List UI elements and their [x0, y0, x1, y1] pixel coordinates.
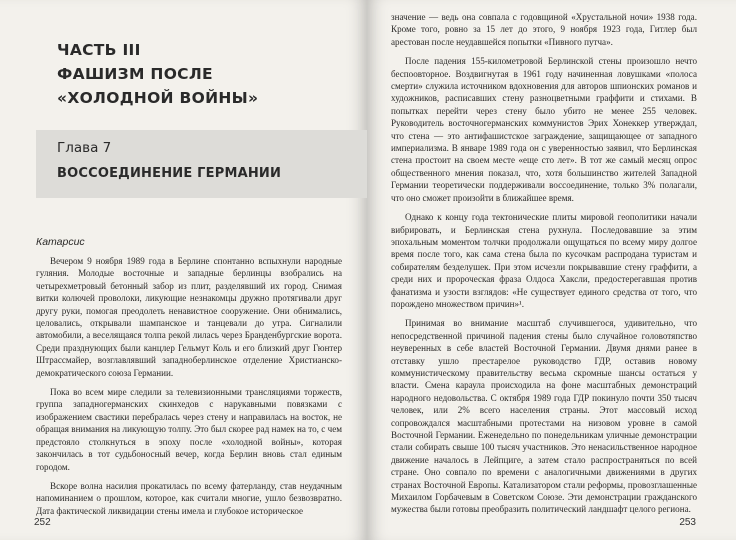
body-paragraph: Пока во всем мире следили за телевизионными трансляциями торжеств, группа западногерманских скинхедов с нарукавными повязками с изображением свастики перебралась через стену и направилась на восток, не обращая внимания на ликующую толпу. Это был скорее рад намек на то, с чем предстояло столкнуться в эпоху после «холодной войны», которая закончилась в тот судьбоносный вечер, когда Берлин вновь стал единым городом. — [36, 387, 342, 472]
body-paragraph: Вечером 9 ноября 1989 года в Берлине спонтанно вспыхнули народные гуляния. Молодые восточные и западные берлинцы взобрались на четырехметровый бетонный забор из плит, разделявший их город. Снимая витки колючей проволоки, ликующие незнакомцы дружно протягивали друг другу руки, помогая преодолеть ненавистное сооружение. Они обнимались, целовались, открывали шампанское и танцевали до утра. Сигналили автомобили, а веселящаяся толпа рекой лилась через Бранденбургские ворота. Среди празднующих были канцлер Гельмут Коль и его близкий друг Гюнтер Штрассмайер, возглавлявший западноберлинское отделение Христианско-демократического союза Германии. — [36, 256, 342, 378]
part-label: ЧАСТЬ III — [57, 41, 141, 59]
chapter-title: ВОССОЕДИНЕНИЕ ГЕРМАНИИ — [57, 166, 282, 181]
right-page — [367, 0, 736, 540]
chapter-heading-box — [36, 130, 367, 198]
page-number-right: 253 — [679, 517, 696, 528]
body-paragraph: После падения 155-километровой Берлинской стены произошло нечто беспоовторное. Воздвигнутая в 1961 году начиненная ловушками «полоса смерти» служила источником вдохновения для авторов шпионских романов и художников, расписавших стену разноцветными граффити и стихами. В попытках перейти через стену было убито не менее 255 человек. Руководитель восточногерманских коммунистов Эрих Хонеккер утверждал, что стена — это антифашистское заграждение, защищающее от западного империализма. В январе 1989 года он с уверенностью заявил, что Берлинская стена простоит на своем месте «еще сто лет». В тот же самый месяц опрос общественного мнения показал, что, хотя большинство жителей Западной Германии теоретически поддерживали воссоединение, только 3% полагали, что оно сможет произойти в ближайшее время. — [391, 56, 697, 203]
body-paragraph: Принимая во внимание масштаб случившегося, удивительно, что непосредственной причиной падения стены было случайное головотяпство неуверенных в себе властей Восточной Германии. Двумя днями ранее в отставку ушло престарелое руководство ГДР, оставив новому коммунистическому правительству весьма скромные шансы остаться у власти. Смена караула происходила на фоне масштабных демонстраций народного недовольства. С октября 1989 года ГДР покинуло почти 350 тысяч человек, или 2% всего населения страны. Этот массовый исход сопровождался масштабными протестами на низовом уровне в самой Восточной Германии. Еженедельно по понедельникам уличные демонстрации стали собирать свыше 100 тысяч участников. Это ненасильственное народное движение началось в Лейпциге, а затем стало распространяться по всей стране. Оно совпало по времени с аналогичными движениями в других странах Восточной Европы. Катализатором стали реформы, провозглашенные Михаилом Горбачевым в Советском Союзе. Эти демонстрации гражданского мужества были готовы преобразить политический ландшафт целого региона. — [391, 318, 697, 515]
part-title: ФАШИЗМ ПОСЛЕ «ХОЛОДНОЙ ВОЙНЫ» — [57, 65, 259, 107]
part-heading — [57, 38, 317, 110]
body-paragraph: Вскоре волна насилия прокатилась по всему фатерланду, став неудачным напоминанием о прошлом, которое, как считали многие, ушло безвозвратно. Дата фактической ликвидации стены имела и глубокое историческое — [36, 480, 342, 516]
chapter-label: Глава 7 — [57, 140, 112, 156]
body-paragraph: значение — ведь она совпала с годовщиной «Хрустальной ночи» 1938 года. Кроме того, ровно за 15 лет до этого, 9 ноября 1923 года, Гитлер был арестован после неудавшейся попытки «Пивного путча». — [391, 12, 697, 47]
page-number-left: 252 — [34, 517, 51, 528]
left-page — [0, 0, 367, 540]
body-paragraph: Однако к концу года тектонические плиты мировой геополитики начали вибрировать, и Берлинская стена рухнула. Последовавшие за этим эпохальным моментом толчки продолжали ощущаться по всему миру долгое время после того, как сама стена была по кусочкам распродана туристам и собирателям безделушек. При этом исчезли покрывавшие стену граффити, а среди них и пророческая фраза Олдоса Хаксли, предостерегавшая против фанатизма и узости взглядов: «Не существует единого средства от того, что порождено множеством причин»¹. — [391, 212, 697, 309]
right-page-body — [391, 11, 697, 523]
left-page-body — [36, 255, 342, 524]
section-title: Катарсис — [36, 236, 85, 248]
